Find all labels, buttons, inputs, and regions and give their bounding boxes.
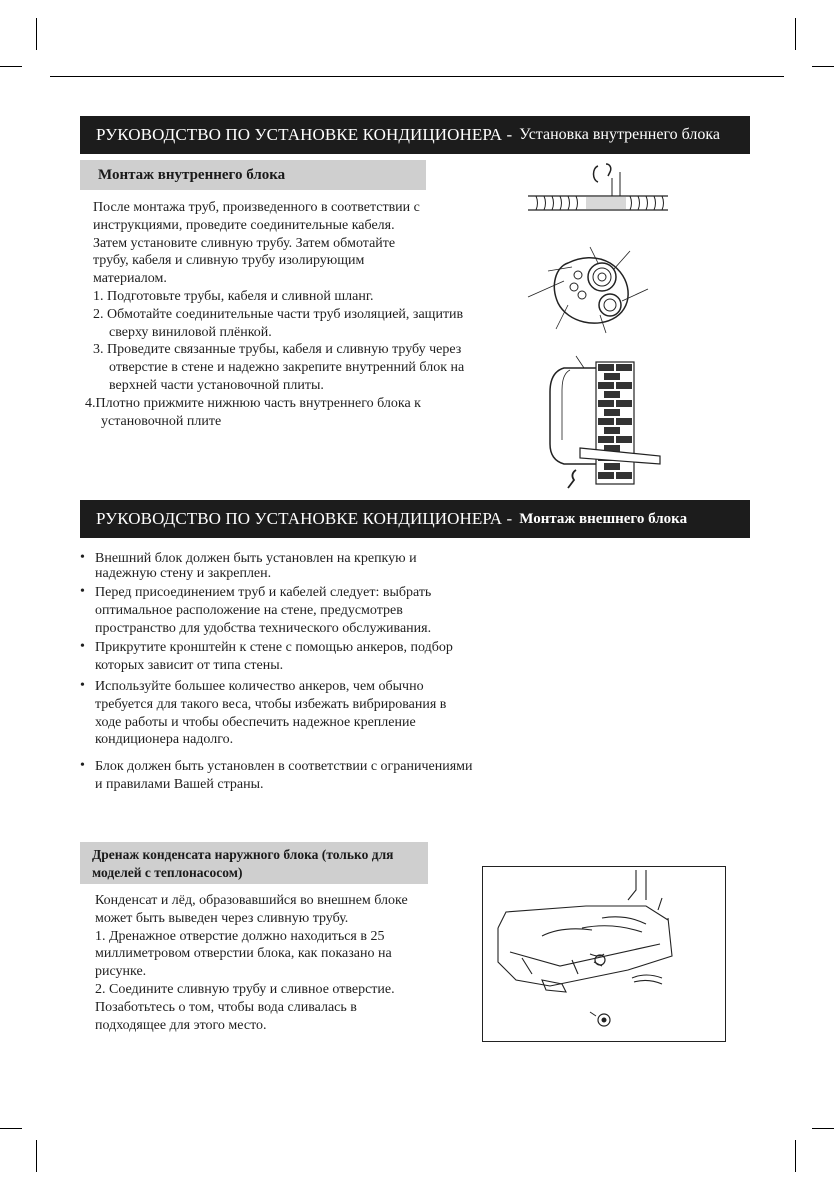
step-item: 3. Проведите связанные трубы, кабеля и сливную трубу через отверстие в стене и надежно закрепите внутренний блок на верхней части установочной плиты. (93, 342, 465, 393)
list-item (80, 584, 475, 637)
banner-subtitle: Установка внутреннего блока (519, 126, 720, 143)
bullet-text: Перед присоединением труб и кабелей следует: выбрать оптимальное расположение на стене, предусмотрев пространство для удобства технического обслуживания. (95, 585, 432, 636)
list-item (80, 639, 475, 675)
intro-line: После монтажа труб, произведенного в соответствии с (93, 200, 420, 215)
step-item: 2. Обмотайте соединительные части труб изоляцией, защитив сверху виниловой плёнкой. (93, 306, 464, 340)
indoor-unit-wall-illustration (540, 350, 665, 490)
crop-mark (36, 1140, 37, 1172)
drainage-instructions (95, 892, 465, 1034)
subheading-line: моделей с теплонасосом) (92, 865, 243, 880)
text-line: рисунке. (95, 964, 147, 980)
pipe-wrap-illustration (528, 158, 678, 213)
section-banner-indoor (80, 116, 750, 154)
subheading-line: Дренаж конденсата наружного блока (только для (92, 847, 394, 862)
bullet-icon: • (80, 758, 85, 774)
indoor-instructions (85, 199, 468, 430)
bullet-icon: • (80, 584, 85, 599)
banner-title: РУКОВОДСТВО ПО УСТАНОВКЕ КОНДИЦИОНЕРА - (96, 125, 513, 144)
bullet-text: Используйте большее количество анкеров, чем обычно требуется для такого веса, чтобы избежать вибрирования в ходе работы и чтобы обеспечить надежное крепление кондиционера надолго. (95, 678, 447, 748)
banner-subtitle: Монтаж внешнего блока (519, 510, 688, 527)
list-item (80, 678, 475, 749)
drain-outlet-illustration (482, 866, 726, 1042)
text-line: 2. Соедините сливную трубу и сливное отверстие. (95, 981, 395, 997)
bullet-text: Внешний блок должен быть установлен на крепкую и надежную стену и закреплен. (95, 551, 417, 581)
crop-mark (795, 18, 796, 50)
text-line: Позаботьтесь о том, чтобы вода сливалась в (95, 999, 357, 1015)
intro-line: материалом. (93, 271, 167, 287)
crop-mark (795, 1140, 796, 1172)
text-line: подходящее для этого место. (95, 1017, 267, 1033)
bullet-icon: • (80, 677, 85, 693)
crop-mark (36, 18, 37, 50)
crop-mark (0, 66, 22, 67)
crop-mark (812, 1128, 834, 1129)
banner-title: РУКОВОДСТВО ПО УСТАНОВКЕ КОНДИЦИОНЕРА - (96, 509, 513, 528)
text-line: миллиметровом отверстии блока, как показано на (95, 946, 392, 962)
bullet-text: Прикрутите кронштейн к стене с помощью анкеров, подбор которых зависит от типа стены. (95, 640, 453, 674)
text-line: 1. Дренажное отверстие должно находиться в 25 (95, 928, 385, 944)
text-line: может быть выведен через сливную трубу. (95, 910, 349, 926)
subheading-drainage (80, 842, 428, 884)
crop-mark (812, 66, 834, 67)
text-line: Конденсат и лёд, образовавшийся во внешнем блоке (95, 893, 408, 908)
step-item: 1. Подготовьте трубы, кабеля и сливной шланг. (93, 288, 374, 304)
crop-mark (0, 1128, 22, 1129)
intro-line: Затем установите сливную трубу. Затем обмотайте (93, 235, 396, 251)
bullet-icon: • (80, 550, 85, 565)
bullet-text: Блок должен быть установлен в соответствии с ограничениями и правилами Вашей страны. (95, 759, 473, 792)
header-rule (50, 76, 784, 77)
intro-line: инструкциями, проведите соединительные кабеля. (93, 217, 395, 233)
bullet-icon: • (80, 639, 85, 655)
step-item: 4.Плотно прижмите нижнюю часть внутреннего блока к установочной плите (85, 395, 421, 429)
outdoor-bullet-list (80, 551, 475, 794)
section-banner-outdoor (80, 500, 750, 538)
subheading-indoor-mount: Монтаж внутреннего блока (80, 160, 426, 190)
list-item (80, 551, 475, 581)
list-item (80, 758, 475, 794)
intro-line: трубу, кабеля и сливную трубу изолирующим (93, 253, 365, 269)
pipe-bundle-illustration (528, 245, 653, 335)
